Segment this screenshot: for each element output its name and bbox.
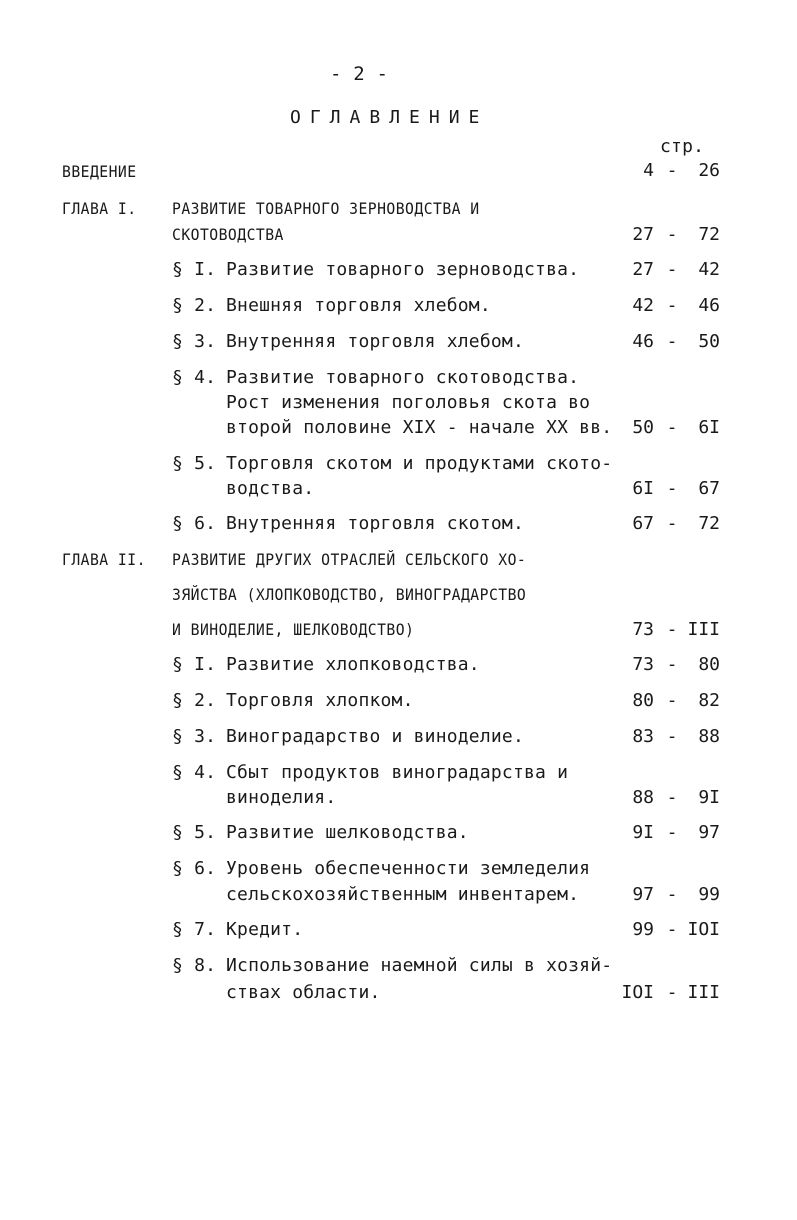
ch2-s4-page-dash: - [666,787,678,808]
ch1-s6-page-dash: - [666,513,678,534]
ch2-s4-page-to: 9I [698,787,720,808]
intro-page-dash: - [666,160,678,181]
ch2-s3-page-from: 83 [632,726,654,747]
ch2-s1-page-from: 73 [632,654,654,675]
ch2-s5-page-from: 9I [632,822,654,843]
ch1-s1-page-dash: - [666,259,678,280]
ch2-s7-page-dash: - [666,919,678,940]
chapter-1-title-line2: СКОТОВОДСТВА [172,225,284,244]
ch1-s4-page-dash: - [666,417,678,438]
chapter-1-title-line1: РАЗВИТИЕ ТОВАРНОГО ЗЕРНОВОДСТВА И [172,199,480,218]
ch2-s7-page-to: IOI [687,919,720,940]
ch1-s1-mark: § I. [172,259,217,280]
ch2-s2-title: Торговля хлопком. [226,690,414,711]
ch1-s4-title-line3: второй половине XIX - начале XX вв. [226,417,613,438]
ch2-s5-mark: § 5. [172,822,217,843]
ch2-s8-mark: § 8. [172,955,217,976]
ch1-s5-title-line1: Торговля скотом и продуктами ското- [226,453,613,474]
ch1-s4-page-from: 50 [632,417,654,438]
ch1-s2-page-from: 42 [632,295,654,316]
page-number: - 2 - [330,63,389,85]
ch2-s8-page-to: III [687,982,720,1003]
ch1-s4-title-line2: Рост изменения поголовья скота во [226,392,591,413]
ch2-s6-page-to: 99 [698,884,720,905]
ch1-s6-title: Внутренняя торговля скотом. [226,513,524,534]
ch2-s7-title: Кредит. [226,919,304,940]
ch1-s5-page-from: 6I [632,478,654,499]
ch1-s1-page-to: 42 [698,259,720,280]
ch2-s6-page-from: 97 [632,884,654,905]
ch1-s6-mark: § 6. [172,513,217,534]
ch2-s8-page-from: IOI [621,982,654,1003]
ch1-s3-page-to: 50 [698,331,720,352]
ch2-s3-title: Виноградарство и виноделие. [226,726,524,747]
ch2-s8-page-dash: - [666,982,678,1003]
ch1-s2-title: Внешняя торговля хлебом. [226,295,491,316]
intro-page-to: 26 [698,160,720,181]
toc-title: ОГЛАВЛЕНИЕ [290,107,489,128]
chapter-1-page-from: 27 [632,224,654,245]
ch1-s4-page-to: 6I [698,417,720,438]
chapter-2-page-from: 73 [632,619,654,640]
ch2-s6-title-line1: Уровень обеспеченности земледелия [226,858,591,879]
ch1-s5-page-to: 67 [698,478,720,499]
ch1-s4-mark: § 4. [172,367,217,388]
ch2-s2-mark: § 2. [172,690,217,711]
chapter-2-title-line2: ЗЯЙСТВА (ХЛОПКОВОДСТВО, ВИНОГРАДАРСТВО [172,585,527,604]
ch2-s3-page-to: 88 [698,726,720,747]
ch2-s6-title-line2: сельскохозяйственным инвентарем. [226,884,580,905]
ch2-s5-page-to: 97 [698,822,720,843]
ch2-s6-mark: § 6. [172,858,217,879]
ch1-s3-title: Внутренняя торговля хлебом. [226,331,524,352]
ch2-s1-page-dash: - [666,654,678,675]
intro-page-from: 4 [643,160,654,181]
chapter-2-page-dash: - [666,619,678,640]
ch1-s4-title-line1: Развитие товарного скотоводства. [226,367,580,388]
ch2-s7-mark: § 7. [172,919,217,940]
ch2-s4-mark: § 4. [172,762,217,783]
chapter-2-page-to: III [687,619,720,640]
ch1-s3-page-dash: - [666,331,678,352]
ch2-s4-title-line2: виноделия. [226,787,337,808]
ch2-s5-page-dash: - [666,822,678,843]
ch2-s4-page-from: 88 [632,787,654,808]
pages-column-label: стр. [660,136,705,157]
ch2-s2-page-dash: - [666,690,678,711]
ch1-s5-page-dash: - [666,478,678,499]
ch1-s2-page-to: 46 [698,295,720,316]
ch2-s3-page-dash: - [666,726,678,747]
ch2-s6-page-dash: - [666,884,678,905]
ch2-s1-mark: § I. [172,654,217,675]
chapter-2-title-line1: РАЗВИТИЕ ДРУГИХ ОТРАСЛЕЙ СЕЛЬСКОГО ХО- [172,550,527,569]
ch1-s6-page-to: 72 [698,513,720,534]
ch1-s2-mark: § 2. [172,295,217,316]
ch2-s1-title: Развитие хлопководства. [226,654,480,675]
ch1-s2-page-dash: - [666,295,678,316]
chapter-2-number: ГЛАВА II. [62,550,146,569]
ch1-s3-page-from: 46 [632,331,654,352]
ch2-s1-page-to: 80 [698,654,720,675]
ch2-s2-page-to: 82 [698,690,720,711]
ch1-s3-mark: § 3. [172,331,217,352]
ch2-s5-title: Развитие шелководства. [226,822,469,843]
ch2-s3-mark: § 3. [172,726,217,747]
ch1-s1-title: Развитие товарного зерноводства. [226,259,580,280]
ch1-s5-title-line2: водства. [226,478,315,499]
ch2-s8-title-line2: ствах области. [226,982,381,1003]
ch2-s2-page-from: 80 [632,690,654,711]
ch2-s7-page-from: 99 [632,919,654,940]
chapter-1-number: ГЛАВА I. [62,199,137,218]
chapter-2-title-line3: И ВИНОДЕЛИЕ, ШЕЛКОВОДСТВО) [172,620,415,639]
ch1-s5-mark: § 5. [172,453,217,474]
intro-label: ВВЕДЕНИЕ [62,162,137,181]
ch2-s4-title-line1: Сбыт продуктов виноградарства и [226,762,569,783]
ch2-s8-title-line1: Использование наемной силы в хозяй- [226,955,613,976]
ch1-s6-page-from: 67 [632,513,654,534]
ch1-s1-page-from: 27 [632,259,654,280]
chapter-1-page-to: 72 [698,224,720,245]
chapter-1-page-dash: - [666,224,678,245]
